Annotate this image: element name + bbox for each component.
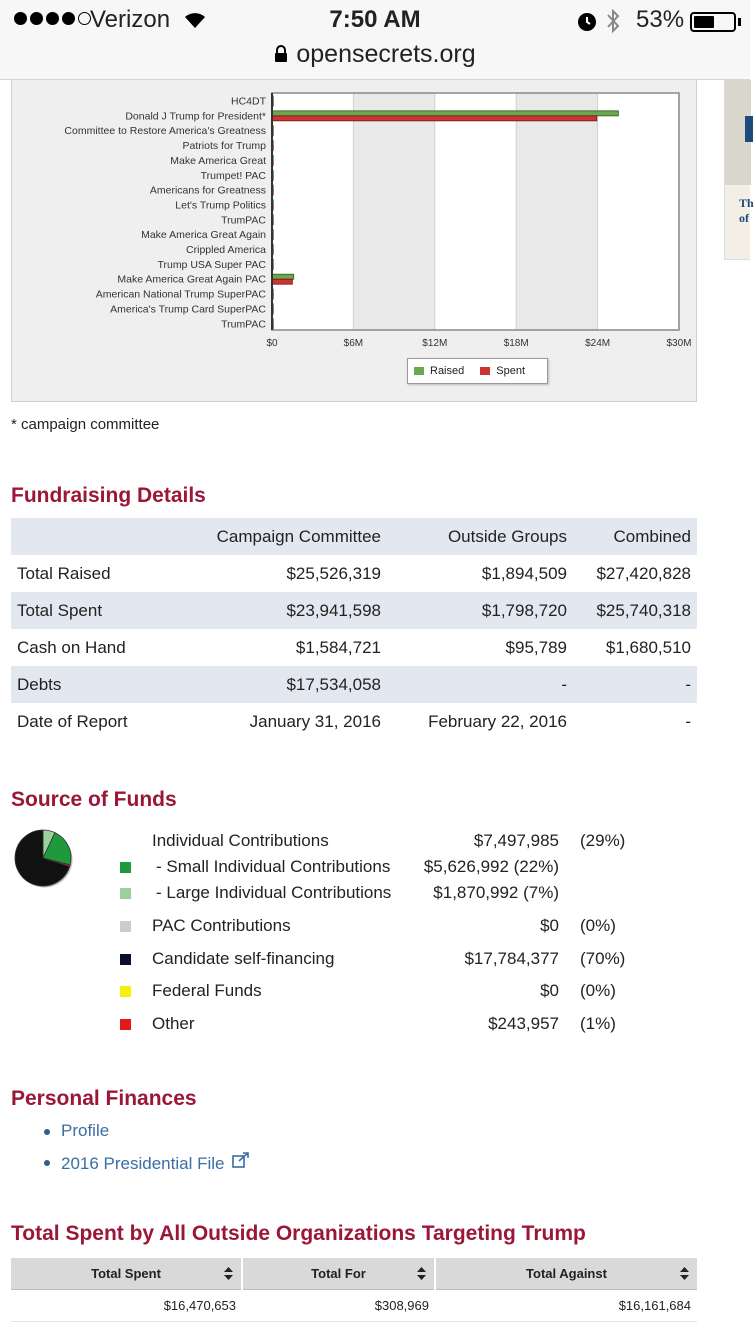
total-spent-value: $16,470,653 <box>11 1289 242 1321</box>
list-item <box>0 1014 750 1036</box>
y-category-label: Let's Trump Politics <box>175 199 266 212</box>
x-tick-label: $0 <box>266 338 278 349</box>
source-label: - Small Individual Contributions <box>156 857 391 876</box>
legend-swatch-icon <box>120 862 131 873</box>
table-cell: - <box>561 674 567 694</box>
table-cell: February 22, 2016 <box>428 711 567 731</box>
source-label: PAC Contributions <box>152 916 291 935</box>
grid-band <box>353 93 434 330</box>
column-total-against[interactable]: Total Against <box>435 1258 697 1289</box>
bar-spent <box>272 116 597 121</box>
list-item <box>44 1121 250 1152</box>
x-tick-label: $18M <box>503 338 529 349</box>
y-category-label: Committee to Restore America's Greatness <box>64 125 266 138</box>
sort-icon <box>417 1267 426 1280</box>
legend-item-spent[interactable] <box>480 365 525 377</box>
y-category-label: HC4DT <box>230 95 266 108</box>
table-cell: January 31, 2016 <box>249 711 381 731</box>
table-cell: Debts <box>17 674 62 694</box>
bar-raised <box>272 111 618 116</box>
table-header-row <box>11 518 697 555</box>
source-amount: $7,497,985 <box>473 831 559 850</box>
table-cell: Date of Report <box>17 711 128 731</box>
bar-chart <box>12 80 698 402</box>
y-category-label: Make America Great Again PAC <box>117 273 266 286</box>
legend-swatch-icon <box>120 921 131 932</box>
source-label: Individual Contributions <box>152 831 329 850</box>
outside-orgs-title: Total Spent by All Outside Organizations Targeting Trump <box>11 1222 586 1245</box>
legend-item-raised[interactable] <box>414 365 464 377</box>
y-category-label: America's Trump Card SuperPAC <box>110 303 266 316</box>
table-cell: Cash on Hand <box>17 637 126 657</box>
table-cell: $25,526,319 <box>286 563 381 583</box>
table-cell: $1,680,510 <box>605 637 691 657</box>
legend-swatch-icon <box>120 888 131 899</box>
source-percent: (0%) <box>580 981 616 1000</box>
source-of-funds-title: Source of Funds <box>11 788 177 811</box>
list-item <box>0 916 750 938</box>
table-cell: $95,789 <box>505 637 567 657</box>
source-label: Federal Funds <box>152 981 262 1000</box>
column-total-for[interactable]: Total For <box>242 1258 435 1289</box>
presidential-file-link[interactable]: 2016 Presidential File <box>61 1154 250 1173</box>
fundraising-table <box>11 518 697 740</box>
table-cell: Total Spent <box>17 600 103 620</box>
bluetooth-icon <box>605 7 621 35</box>
committee-chart <box>11 80 697 402</box>
table-cell: - <box>685 711 691 731</box>
y-category-label: Donald J Trump for President* <box>125 110 266 123</box>
source-percent: (0%) <box>580 916 616 935</box>
table-row <box>11 1289 697 1321</box>
x-tick-label: $6M <box>343 338 364 349</box>
sort-icon <box>224 1267 233 1280</box>
y-category-label: TrumPAC <box>221 214 266 227</box>
outside-orgs-table <box>11 1258 697 1322</box>
column-header: Outside Groups <box>447 526 567 546</box>
battery-icon <box>690 12 736 32</box>
chart-legend <box>407 358 548 384</box>
clock-time: 7:50 AM <box>329 6 421 33</box>
column-header: Combined <box>613 526 691 546</box>
alarm-icon <box>576 9 598 33</box>
source-percent: (70%) <box>580 949 626 968</box>
lock-icon <box>274 45 288 63</box>
source-amount: $17,784,377 <box>464 949 559 968</box>
y-category-label: Trumpet! PAC <box>200 169 266 182</box>
url-text: opensecrets.org <box>296 40 476 68</box>
grid-band <box>516 93 597 330</box>
footnote: * campaign committee <box>11 416 160 433</box>
personal-finances-title: Personal Finances <box>11 1087 197 1110</box>
fundraising-title: Fundraising Details <box>11 484 206 507</box>
list-item <box>0 857 750 879</box>
table-cell: $27,420,828 <box>596 563 691 583</box>
table-cell: $17,534,058 <box>286 674 381 694</box>
external-link-icon <box>232 1152 250 1168</box>
column-header: Campaign Committee <box>216 526 381 546</box>
carrier-name: Verizon <box>90 6 171 33</box>
plot-area <box>272 93 679 330</box>
source-amount: $1,870,992 (7%) <box>433 883 559 902</box>
column-header <box>11 518 206 555</box>
table-row <box>11 592 697 629</box>
spent-swatch-icon <box>480 367 490 375</box>
legend-swatch-icon <box>120 986 131 997</box>
sort-icon <box>680 1267 689 1280</box>
y-category-label: Make America Great Again <box>141 229 266 242</box>
table-cell: - <box>685 674 691 694</box>
table-row <box>11 629 697 666</box>
list-item <box>44 1152 250 1183</box>
legend-swatch-icon <box>120 1019 131 1030</box>
legend-swatch-icon <box>120 954 131 965</box>
legend-label-raised: Raised <box>430 365 465 377</box>
y-category-label: Americans for Greatness <box>149 184 266 197</box>
list-item <box>0 949 750 971</box>
y-category-label: Make America Great <box>170 154 266 167</box>
personal-finances-links <box>44 1121 250 1183</box>
address-bar[interactable] <box>0 40 750 69</box>
list-item <box>0 981 750 1003</box>
source-label: - Large Individual Contributions <box>156 883 392 902</box>
total-against-value: $16,161,684 <box>435 1289 697 1321</box>
table-row <box>11 555 697 592</box>
table-cell: $25,740,318 <box>596 600 691 620</box>
source-amount: $0 <box>540 981 559 1000</box>
advertisement[interactable]: Th of <box>724 80 750 260</box>
x-tick-label: $12M <box>422 338 448 349</box>
column-total-spent[interactable]: Total Spent <box>11 1258 242 1289</box>
browser-status-bar <box>0 0 750 80</box>
source-amount: $0 <box>540 916 559 935</box>
legend-label-spent: Spent <box>496 365 525 377</box>
table-row <box>11 703 697 740</box>
x-tick-label: $24M <box>585 338 611 349</box>
list-item <box>0 831 750 853</box>
y-category-label: American National Trump SuperPAC <box>95 288 266 301</box>
table-row <box>11 666 697 703</box>
table-cell: $1,798,720 <box>481 600 567 620</box>
table-cell: $1,584,721 <box>295 637 381 657</box>
table-cell: Total Raised <box>17 563 111 583</box>
battery-percent: 53% <box>636 6 685 33</box>
profile-link[interactable]: Profile <box>61 1121 110 1140</box>
list-item <box>0 883 750 905</box>
x-tick-label: $30M <box>666 338 692 349</box>
table-header-row <box>11 1258 697 1289</box>
source-percent: (1%) <box>580 1014 616 1033</box>
y-category-label: Patriots for Trump <box>182 140 266 153</box>
raised-swatch-icon <box>414 367 424 375</box>
bar-spent <box>272 279 292 284</box>
y-category-label: Crippled America <box>186 244 266 256</box>
y-category-label: TrumPAC <box>221 318 266 331</box>
source-amount: $243,957 <box>488 1014 559 1033</box>
source-percent: (29%) <box>580 831 626 850</box>
source-label: Candidate self-financing <box>152 949 335 968</box>
total-for-value: $308,969 <box>242 1289 435 1321</box>
source-amount: $5,626,992 (22%) <box>423 857 559 876</box>
table-cell: $1,894,509 <box>481 563 567 583</box>
source-label: Other <box>152 1014 195 1033</box>
table-cell: $23,941,598 <box>286 600 381 620</box>
y-category-label: Trump USA Super PAC <box>157 258 266 271</box>
bar-raised <box>272 274 294 279</box>
